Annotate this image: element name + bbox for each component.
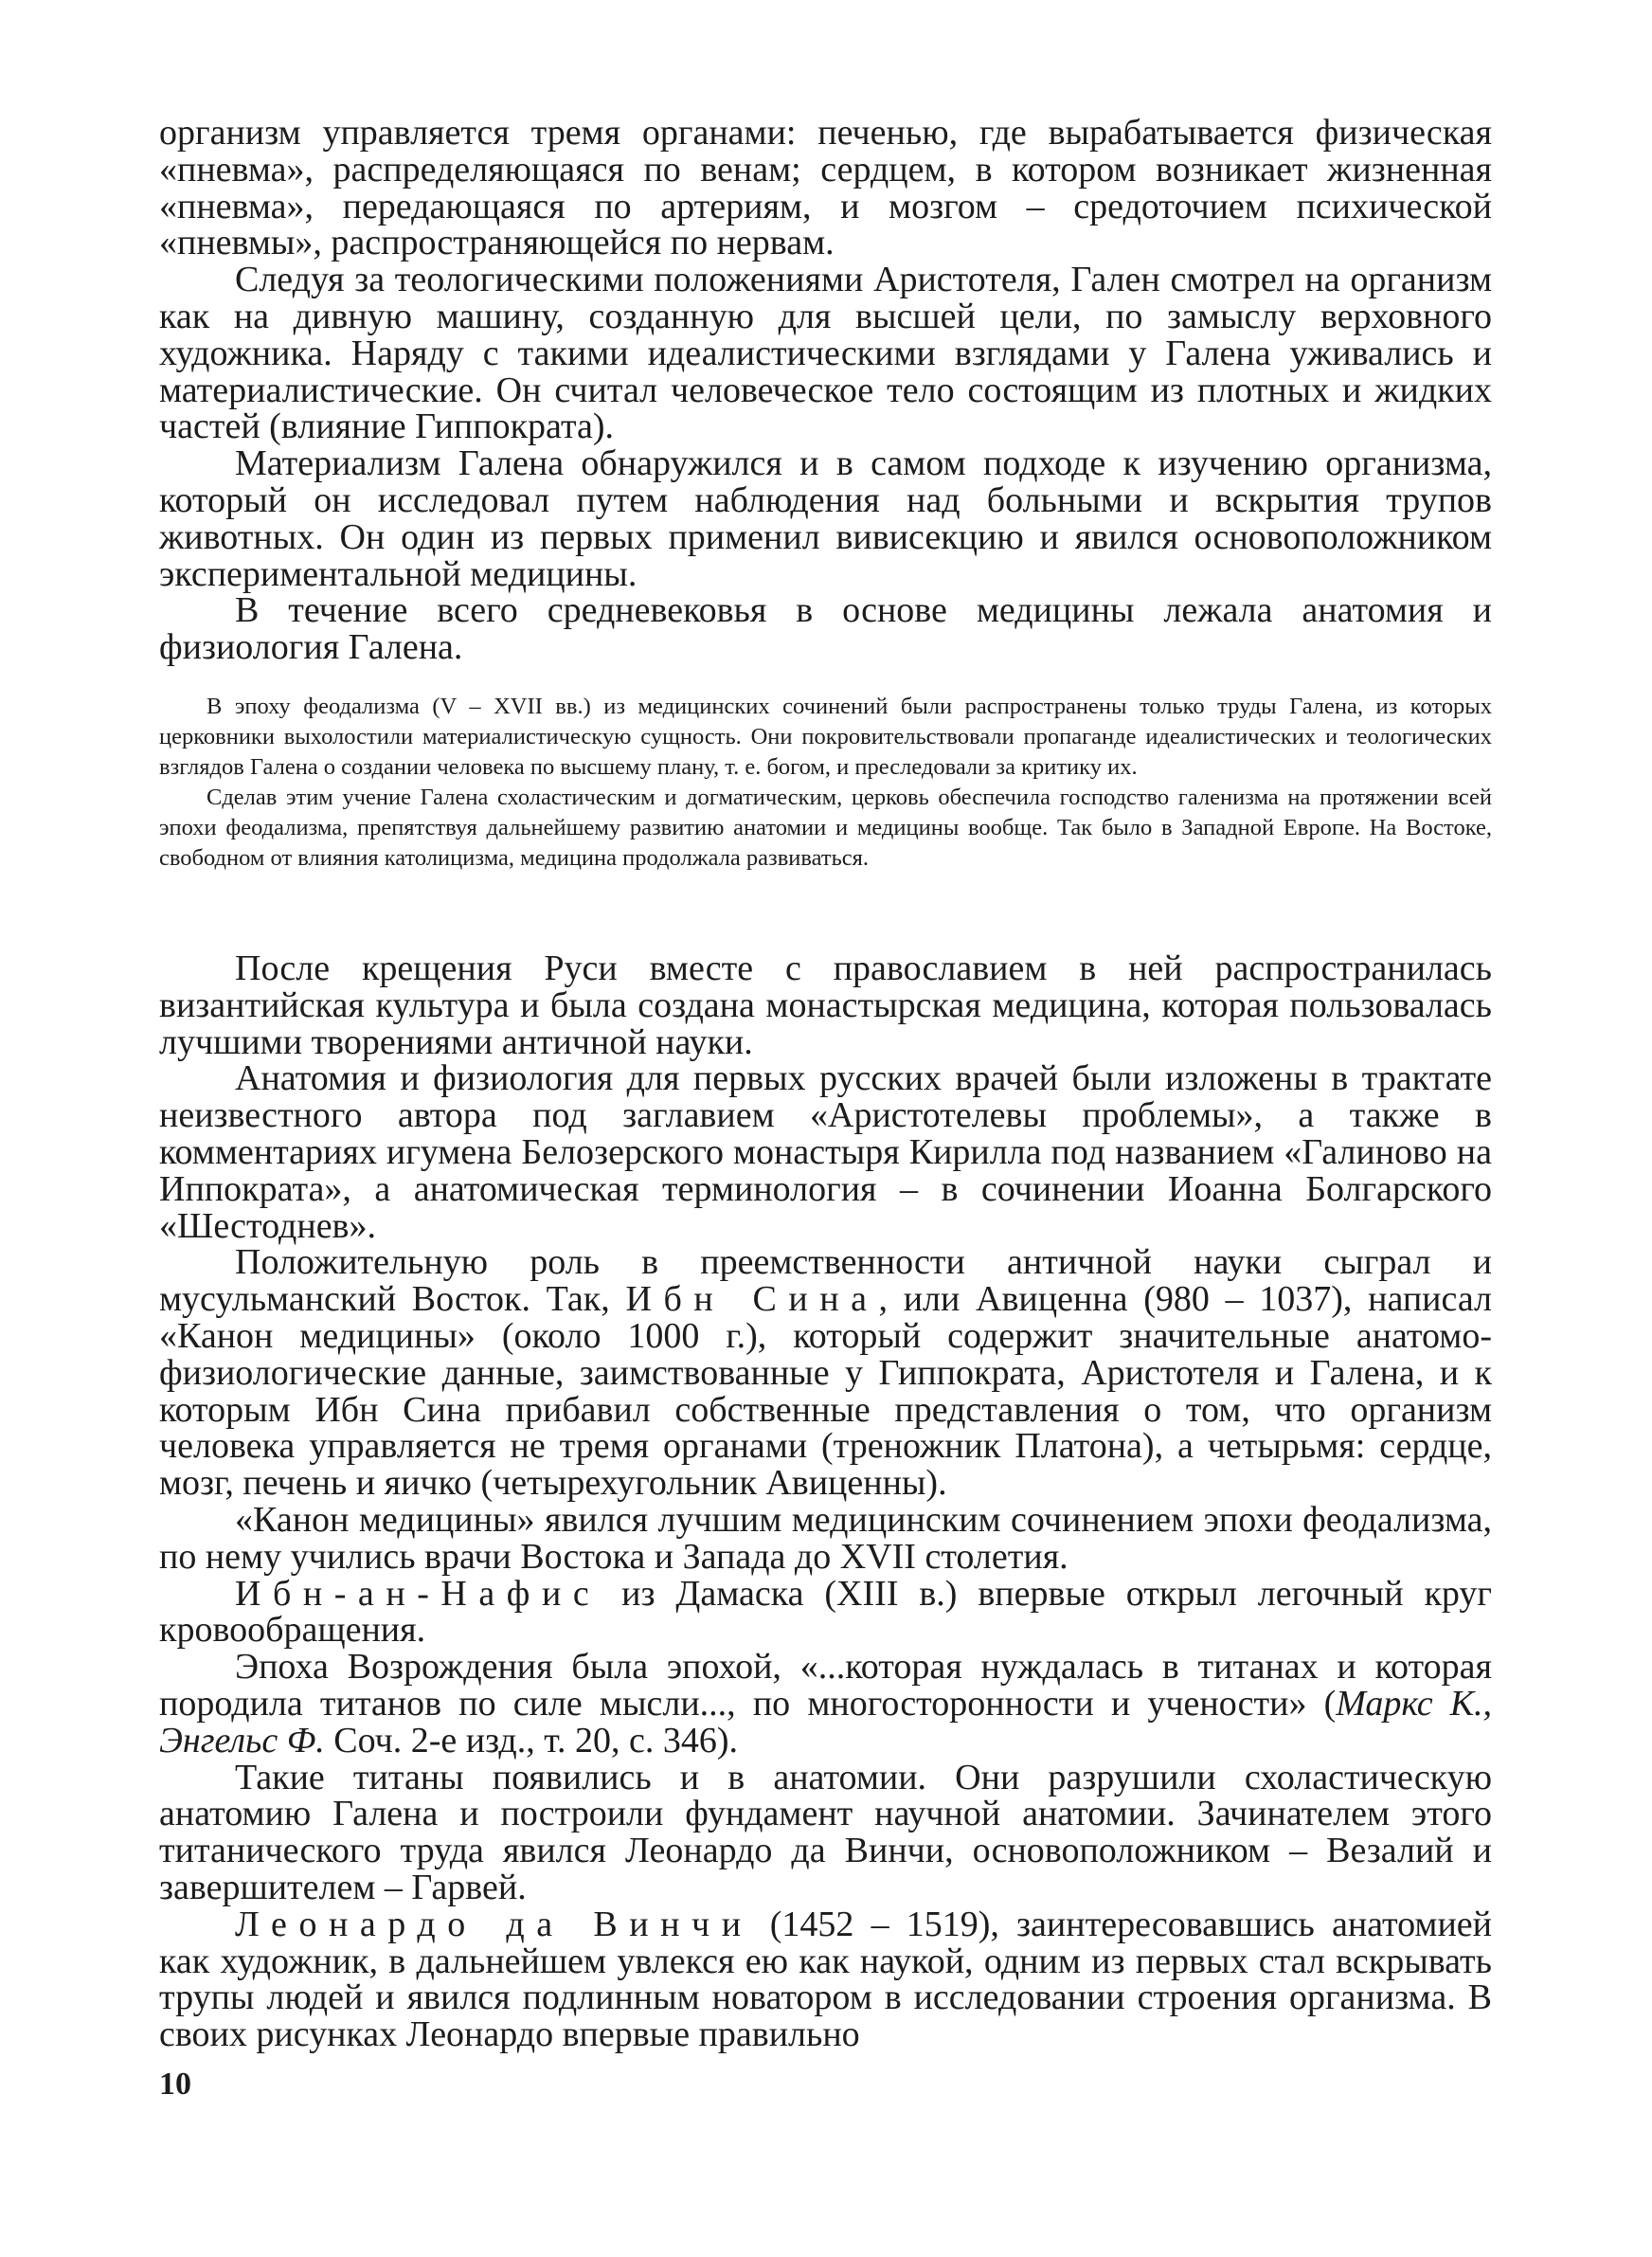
paragraph-leonardo — [159, 1906, 1492, 2053]
ibn-sina-text-a: Положительную роль в преемственности античной науки сыграл и мусульманский Восток. Так, — [159, 1242, 1492, 1320]
paragraph-continuation: организм управляется тремя органами: печенью, где вырабатывается физическая «пневма», распределяющаяся по венам; сердцем, в котором возникает жизненная «пневма», передающаяся по артериям, и мозгом – средоточием психической «пневмы», распространяющейся по нервам. — [159, 113, 1492, 263]
small-paragraph-feudalism: В эпоху феодализма (V – XVII вв.) из медицинских сочинений были распространены только труды Галена, из которых церковники выхолостили материалистическую сущность. Они покровительствовали пропаганде идеалистических и теологических взглядов Галена о создании человека по высшему плану, т. е. богом, и преследовали за критику их. — [159, 694, 1492, 780]
paragraph-middle-ages: В течение всего средневековья в основе медицины лежала анатомия и физиология Галена. — [159, 590, 1492, 668]
text-block-lower — [159, 950, 1492, 2053]
paragraph-ibn-sina — [159, 1244, 1492, 1502]
small-paragraph-church: Сделав этим учение Галена схоластическим и догматическим, церковь обеспечила господство галенизма на протяжении всей эпохи феодализма, препятствуя дальнейшему развитию анатомии и медицины вообще. Так было в Западной Европе. На Востоке, свободном от влияния католицизма, медицина продолжала развиваться. — [159, 785, 1492, 871]
ibn-an-nafis-name: Ибн-ан-Нафис — [235, 1573, 602, 1614]
renaissance-text-b: Соч. 2-е изд., т. 20, с. 346). — [324, 1720, 739, 1760]
paragraph-titans: Такие титаны появились и в анатомии. Они разрушили схоластическую анатомию Галена и построили фундамент научной анатомии. Зачинателем этого титанического труда явился Леонардо да Винчи, основоположником – Везалий и завершителем – Гарвей. — [159, 1757, 1492, 1907]
text-block-upper — [159, 115, 1492, 666]
paragraph-materialism: Материализм Галена обнаружился и в самом подходе к изучению организма, который он исследовал путем наблюдения над больными и вскрытия трупов животных. Он один из первых применил вивисекцию и явился основоположником экспериментальной медицины. — [159, 443, 1492, 594]
ibn-sina-text-b: , или Авиценна (980 – 1037), написал «Канон медицины» (около 1000 г.), который содержит значительные анатомо-физиологические данные, заимствованные у Гиппократа, Аристотеля и Галена, и к которым Ибн Сина прибавил собственные представления о том, что организм человека управляется не тремя органами (треножник Платона), а четырьмя: сердце, мозг, печень и яичко (четырехугольник Авиценны). — [159, 1279, 1492, 1504]
paragraph-ibn-an-nafis — [159, 1573, 1492, 1651]
page-number: 10 — [159, 2067, 191, 2102]
paragraph-first-doctors: Анатомия и физиология для первых русских врачей были изложены в трактате неизвестного автора под заглавием «Аристотелевы проблемы», а также в комментариях игумена Белозерского монастыря Кирилла под названием «Галиново на Иппократа», а анатомическая терминология – в сочинении Иоанна Болгарского «Шестоднев». — [159, 1058, 1492, 1246]
paragraph-rus: После крещения Руси вместе с православием в ней распространилась византийская культура и была создана монастырская медицина, которая пользовалась лучшими творениями античной науки. — [159, 948, 1492, 1062]
leonardo-name: Леонардо да Винчи — [235, 1904, 753, 1944]
ibn-sina-name: Ибн Сина — [625, 1279, 879, 1320]
renaissance-text-a: Эпоха Возрождения была эпохой, «...которая нуждалась в титанах и которая породила титанов по силе мысли..., по многосторонности и учености» ( — [159, 1647, 1492, 1724]
paragraph-canon: «Канон медицины» явился лучшим медицинским сочинением эпохи феодализма, по нему учились врачи Востока и Запада до XVII столетия. — [159, 1499, 1492, 1577]
leonardo-text: (1452 – 1519), заинтересовавшись анатомией как художник, в дальнейшем увлекся ею как наукой, одним из первых стал вскрывать трупы людей и явился подлинным новатором в исследовании строения организма. В своих рисунках Леонардо впервые правильно — [159, 1904, 1493, 2055]
renaissance-citation: Маркс К., Энгельс Ф. — [159, 1683, 1492, 1760]
small-print-block — [159, 692, 1492, 874]
paragraph-aristotle: Следуя за теологическими положениями Аристотеля, Гален смотрел на организм как на дивную машину, созданную для высшей цели, по замыслу верховного художника. Наряду с такими идеалистическими взглядами у Галена уживались и материалистические. Он считал человеческое тело состоящим из плотных и жидких частей (влияние Гиппократа). — [159, 260, 1492, 447]
paragraph-renaissance — [159, 1649, 1492, 1759]
ibn-an-nafis-text: из Дамаска (XIII в.) впервые открыл легочный круг кровообращения. — [159, 1573, 1492, 1651]
